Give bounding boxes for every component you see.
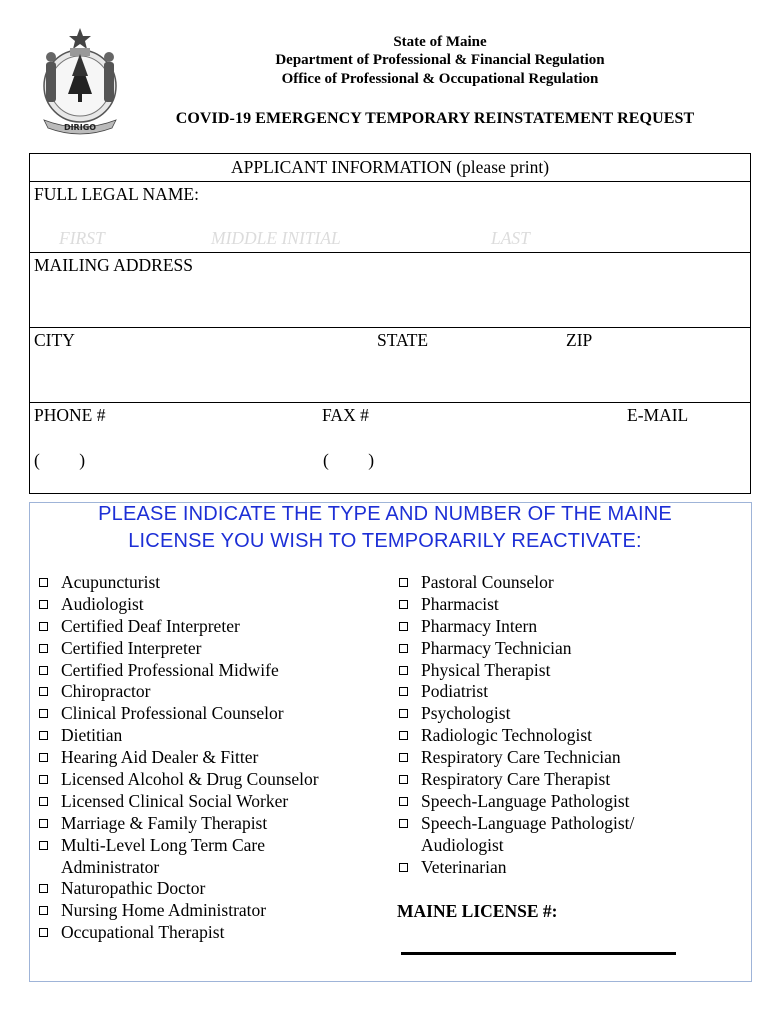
license-number-line[interactable]	[401, 952, 676, 955]
applicant-info-table	[29, 153, 751, 494]
checkbox[interactable]	[39, 819, 48, 828]
checkbox[interactable]	[39, 644, 48, 653]
license-heading-line2: LICENSE YOU WISH TO TEMPORARILY REACTIVATE:	[128, 530, 642, 552]
checkbox[interactable]	[399, 863, 408, 872]
mailing-address-field[interactable]	[30, 253, 750, 328]
header-office: Office of Professional & Occupational Regulation	[281, 71, 599, 87]
state-label: STATE	[377, 330, 429, 350]
checkbox[interactable]	[399, 687, 408, 696]
phone-fax-email-field[interactable]	[30, 403, 750, 493]
zip-label: ZIP	[566, 330, 593, 350]
applicant-section-title: APPLICANT INFORMATION (please print)	[230, 157, 550, 177]
checkbox[interactable]	[39, 841, 48, 850]
city-state-zip-field[interactable]	[30, 328, 750, 403]
phone-label: PHONE #	[34, 405, 106, 425]
checkbox[interactable]	[399, 775, 408, 784]
fax-area-code: ( )	[323, 450, 375, 470]
first-name-placeholder: FIRST	[59, 228, 105, 248]
checkbox[interactable]	[399, 709, 408, 718]
checkbox[interactable]	[39, 797, 48, 806]
checkbox[interactable]	[399, 578, 408, 587]
middle-initial-placeholder: MIDDLE INITIAL	[211, 228, 341, 248]
checkbox[interactable]	[39, 753, 48, 762]
checkbox[interactable]	[39, 600, 48, 609]
phone-area-code: ( )	[34, 450, 86, 470]
checkbox[interactable]	[399, 600, 408, 609]
seal-ribbon-text: DIRIGO	[63, 123, 97, 132]
checkbox[interactable]	[39, 928, 48, 937]
checkbox[interactable]	[399, 731, 408, 740]
checkbox[interactable]	[39, 622, 48, 631]
city-label: CITY	[34, 330, 75, 350]
fax-label: FAX #	[322, 405, 369, 425]
checkbox[interactable]	[39, 731, 48, 740]
header-department: Department of Professional & Financial Regulation	[275, 52, 605, 68]
form-title: COVID-19 EMERGENCY TEMPORARY REINSTATEMENT REQUEST	[175, 110, 695, 127]
header-state: State of Maine	[393, 34, 487, 50]
checkbox[interactable]	[39, 687, 48, 696]
checkbox[interactable]	[39, 709, 48, 718]
checkbox[interactable]	[39, 906, 48, 915]
mailing-address-label: MAILING ADDRESS	[34, 255, 193, 275]
checkbox[interactable]	[39, 775, 48, 784]
full-name-label: FULL LEGAL NAME:	[34, 184, 199, 204]
checkbox[interactable]	[399, 644, 408, 653]
checkbox[interactable]	[399, 753, 408, 762]
checkbox[interactable]	[39, 884, 48, 893]
checkbox[interactable]	[399, 666, 408, 675]
full-name-field[interactable]	[30, 182, 750, 253]
email-label: E-MAIL	[627, 405, 689, 425]
last-name-placeholder: LAST	[491, 228, 530, 248]
checkbox[interactable]	[39, 666, 48, 675]
maine-state-seal	[30, 24, 130, 136]
checkbox[interactable]	[399, 797, 408, 806]
maine-license-number-label: MAINE LICENSE #:	[397, 901, 558, 921]
applicant-section-title-row	[30, 154, 750, 182]
checkbox[interactable]	[399, 819, 408, 828]
checkbox[interactable]	[399, 622, 408, 631]
license-heading-line1: PLEASE INDICATE THE TYPE AND NUMBER OF THE MAINE	[98, 503, 672, 525]
checkbox[interactable]	[39, 578, 48, 587]
